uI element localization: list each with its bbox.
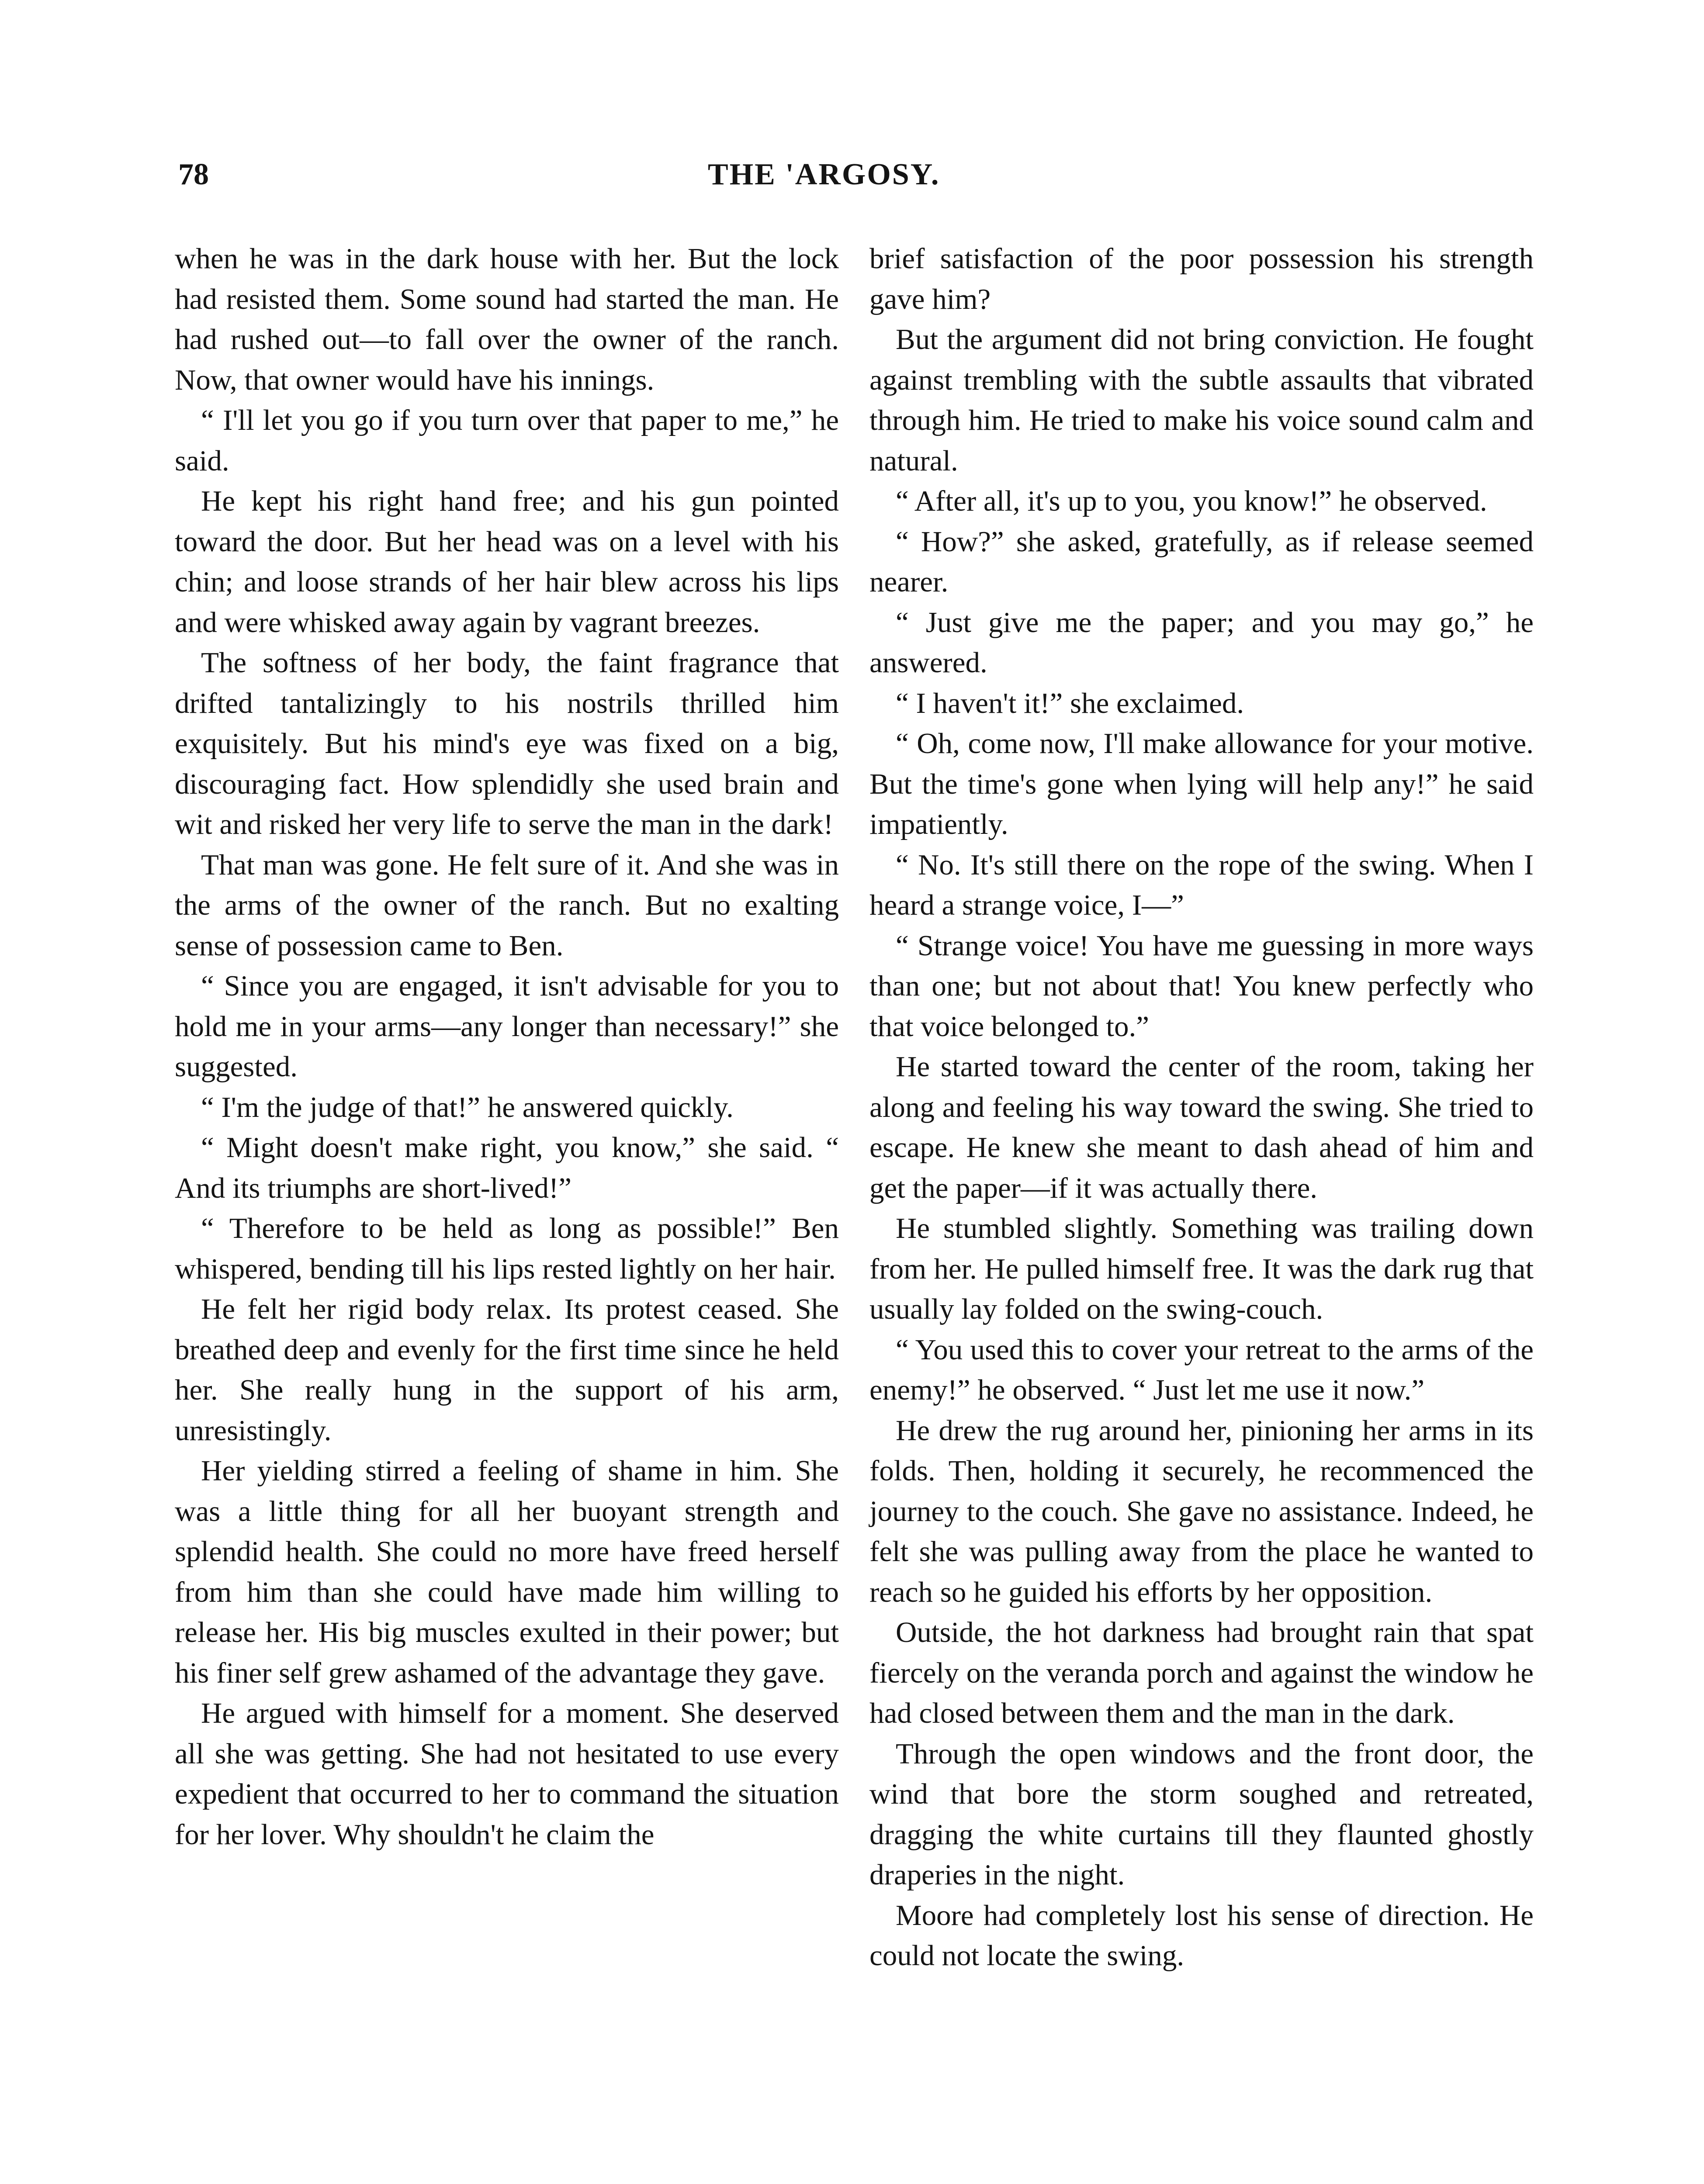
paragraph: brief satisfaction of the poor possession his strength gave him? <box>869 242 1534 315</box>
paragraph: Outside, the hot darkness had brought rain that spat fiercely on the veranda porch and against the window he had closed between them and the man in the dark. <box>869 1616 1534 1729</box>
paragraph: “ Strange voice! You have me guessing in more ways than one; but not about that! You knew perfectly who that voice belonged to.” <box>869 929 1534 1043</box>
paragraph: Moore had completely lost his sense of direction. He could not locate the swing. <box>869 1899 1534 1972</box>
paragraph: He felt her rigid body relax. Its protest ceased. She breathed deep and evenly for the first time since he held her. She really hung in the support of his arm, unresistingly. <box>175 1293 839 1447</box>
left-column <box>175 238 839 1855</box>
paragraph: “ Therefore to be held as long as possible!” Ben whispered, bending till his lips rested lightly on her hair. <box>175 1212 839 1285</box>
paragraph: “ Oh, come now, I'll make allowance for your motive. But the time's gone when lying will help any!” he said impatiently. <box>869 727 1534 840</box>
paragraph: “ After all, it's up to you, you know!” he observed. <box>896 485 1487 517</box>
paragraph: The softness of her body, the faint fragrance that drifted tantalizingly to his nostrils thrilled him exquisitely. But his mind's eye was fixed on a big, discouraging fact. How splendidly she used brain and wit and risked her very life to serve the man in the dark! <box>175 646 839 840</box>
paragraph: “ Just give me the paper; and you may go,” he answered. <box>869 606 1534 679</box>
paragraph: when he was in the dark house with her. But the lock had resisted them. Some sound had started the man. He had rushed out—to fall over the owner of the ranch. Now, that owner would have his innings. <box>175 242 839 396</box>
paragraph: That man was gone. He felt sure of it. And she was in the arms of the owner of the ranch. But no exalting sense of possession came to Ben. <box>175 848 839 962</box>
paragraph: He kept his right hand free; and his gun pointed toward the door. But her head was on a level with his chin; and loose strands of her hair blew across his lips and were whisked away again by vagrant breezes. <box>175 485 839 639</box>
paragraph: “ How?” she asked, gratefully, as if release seemed nearer. <box>869 525 1534 598</box>
paragraph: “ I haven't it!” she exclaimed. <box>896 687 1244 719</box>
right-column <box>869 238 1534 1976</box>
paragraph: “ Since you are engaged, it isn't advisable for you to hold me in your arms—any longer than necessary!” she suggested. <box>175 970 839 1083</box>
paragraph: He argued with himself for a moment. She deserved all she was getting. She had not hesitated to use every expedient that occurred to her to command the situation for her lover. Why shouldn't he claim the <box>175 1697 839 1851</box>
paragraph: “ No. It's still there on the rope of the swing. When I heard a strange voice, I—” <box>869 848 1534 921</box>
paragraph: Through the open windows and the front door, the wind that bore the storm soughed and retreated, dragging the white curtains till they flaunted ghostly draperies in the night. <box>869 1737 1534 1891</box>
paragraph: He started toward the center of the room, taking her along and feeling his way toward the swing. She tried to escape. He knew she meant to dash ahead of him and get the paper—if it was actually there. <box>869 1051 1534 1204</box>
paragraph: “ I'll let you go if you turn over that paper to me,” he said. <box>175 404 839 477</box>
running-head: THE 'ARGOSY. <box>708 158 940 191</box>
paragraph: He stumbled slightly. Something was trailing down from her. He pulled himself free. It was the dark rug that usually lay folded on the swing-couch. <box>869 1212 1534 1325</box>
page-number: 78 <box>178 158 209 191</box>
paragraph: “ I'm the judge of that!” he answered quickly. <box>201 1091 734 1123</box>
paragraph: “ Might doesn't make right, you know,” she said. “ And its triumphs are short-lived!” <box>175 1131 839 1204</box>
paragraph: He drew the rug around her, pinioning her arms in its folds. Then, holding it securely, he recommenced the journey to the couch. She gave no assistance. Indeed, he felt she was pulling away from the place he wanted to reach so he guided his efforts by her opposition. <box>869 1414 1534 1608</box>
paragraph: “ You used this to cover your retreat to the arms of the enemy!” he observed. “ Just let me use it now.” <box>869 1333 1534 1406</box>
paragraph: But the argument did not bring conviction. He fought against trembling with the subtle assaults that vibrated through him. He tried to make his voice sound calm and natural. <box>869 323 1534 477</box>
paragraph: Her yielding stirred a feeling of shame in him. She was a little thing for all her buoyant strength and splendid health. She could no more have freed herself from him than she could have made him willing to release her. His big muscles exulted in their power; but his finer self grew ashamed of the advantage they gave. <box>175 1455 839 1689</box>
